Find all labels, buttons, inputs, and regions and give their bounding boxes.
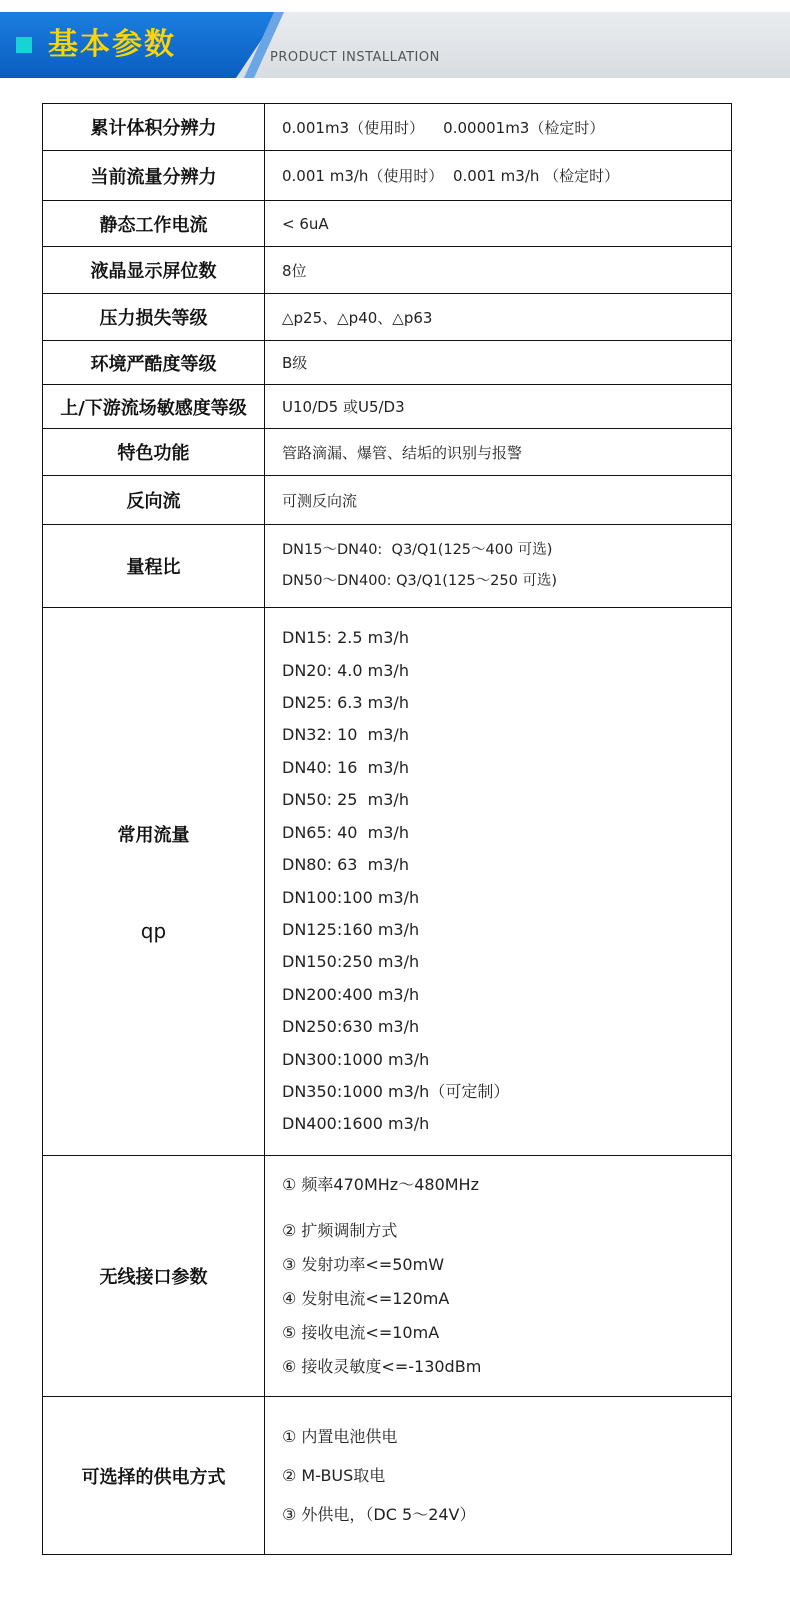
range-ratio-line: DN15～DN40: Q3/Q1(125～400 可选) (282, 542, 553, 558)
range-ratio-values (265, 525, 732, 608)
row-label: 无线接口参数 (43, 1156, 265, 1397)
wireless-values (265, 1156, 732, 1397)
section-title: 基本参数 (48, 27, 176, 62)
row-label: 量程比 (43, 525, 265, 608)
flow-line: DN65: 40 m3/h (282, 822, 409, 842)
table-row-range-ratio (43, 525, 732, 608)
power-values (265, 1397, 732, 1555)
row-value: △p25、△p40、△p63 (265, 294, 732, 341)
wireless-line: ④ 发射电流<=120mA (282, 1289, 450, 1308)
flow-line: DN200:400 m3/h (282, 984, 420, 1004)
flow-line: DN20: 4.0 m3/h (282, 660, 409, 680)
row-label: 静态工作电流 (43, 201, 265, 247)
row-value: U10/D5 或U5/D3 (265, 385, 732, 429)
flow-line: DN32: 10 m3/h (282, 725, 409, 745)
table-row (43, 201, 732, 247)
section-header-banner (0, 12, 790, 78)
row-label: 累计体积分辨力 (43, 104, 265, 151)
table-row (43, 294, 732, 341)
spec-table (42, 103, 732, 1555)
table-row-wireless (43, 1156, 732, 1397)
flow-line: DN350:1000 m3/h（可定制） (282, 1081, 510, 1101)
row-value: 0.001 m3/h（使用时） 0.001 m3/h （检定时） (265, 151, 732, 201)
table-row (43, 341, 732, 385)
row-value: < 6uA (265, 201, 732, 247)
flow-line: DN150:250 m3/h (282, 952, 420, 972)
table-row-common-flow (43, 608, 732, 1156)
row-label: 当前流量分辨力 (43, 151, 265, 201)
range-ratio-line: DN50～DN400: Q3/Q1(125～250 可选) (282, 573, 558, 589)
wireless-line: ⑥ 接收灵敏度<=-130dBm (282, 1357, 482, 1376)
row-label: 反向流 (43, 476, 265, 525)
power-line: ① 内置电池供电 (282, 1427, 398, 1446)
row-value: B级 (265, 341, 732, 385)
table-row (43, 247, 732, 294)
table-row (43, 429, 732, 476)
row-value: 0.001m3（使用时） 0.00001m3（检定时） (265, 104, 732, 151)
square-bullet-icon (16, 37, 32, 53)
flow-line: DN15: 2.5 m3/h (282, 628, 409, 648)
wireless-line: ③ 发射功率<=50mW (282, 1255, 445, 1274)
flow-line: DN300:1000 m3/h (282, 1049, 430, 1069)
row-label: 压力损失等级 (43, 294, 265, 341)
flow-line: DN400:1600 m3/h (282, 1114, 430, 1134)
table-row (43, 104, 732, 151)
row-label: 液晶显示屏位数 (43, 247, 265, 294)
table-row-power (43, 1397, 732, 1555)
row-label: 特色功能 (43, 429, 265, 476)
common-flow-label-cell (43, 608, 265, 1156)
row-label: 常用流量 (117, 824, 190, 846)
flow-line: DN50: 25 m3/h (282, 790, 409, 810)
common-flow-values (265, 608, 732, 1156)
table-row (43, 385, 732, 429)
flow-line: DN100:100 m3/h (282, 887, 420, 907)
power-line: ② M-BUS取电 (282, 1466, 386, 1485)
wireless-line: ② 扩频调制方式 (282, 1221, 398, 1240)
row-label: 环境严酷度等级 (43, 341, 265, 385)
table-row (43, 476, 732, 525)
row-value: 管路滴漏、爆管、结垢的识别与报警 (265, 429, 732, 476)
row-value: 8位 (265, 247, 732, 294)
section-subtitle: PRODUCT INSTALLATION (270, 50, 440, 65)
row-label: 可选择的供电方式 (43, 1397, 265, 1555)
row-value: 可测反向流 (265, 476, 732, 525)
flow-line: DN125:160 m3/h (282, 919, 420, 939)
row-label: 上/下游流场敏感度等级 (43, 385, 265, 429)
flow-line: DN40: 16 m3/h (282, 757, 409, 777)
flow-line: DN80: 63 m3/h (282, 855, 409, 875)
wireless-line: ① 频率470MHz～480MHz (282, 1175, 479, 1194)
table-row (43, 151, 732, 201)
row-sublabel: qp (140, 918, 167, 943)
power-line: ③ 外供电，（DC 5～24V） (282, 1505, 476, 1524)
flow-line: DN250:630 m3/h (282, 1017, 420, 1037)
wireless-line: ⑤ 接收电流<=10mA (282, 1323, 440, 1342)
flow-line: DN25: 6.3 m3/h (282, 693, 409, 713)
